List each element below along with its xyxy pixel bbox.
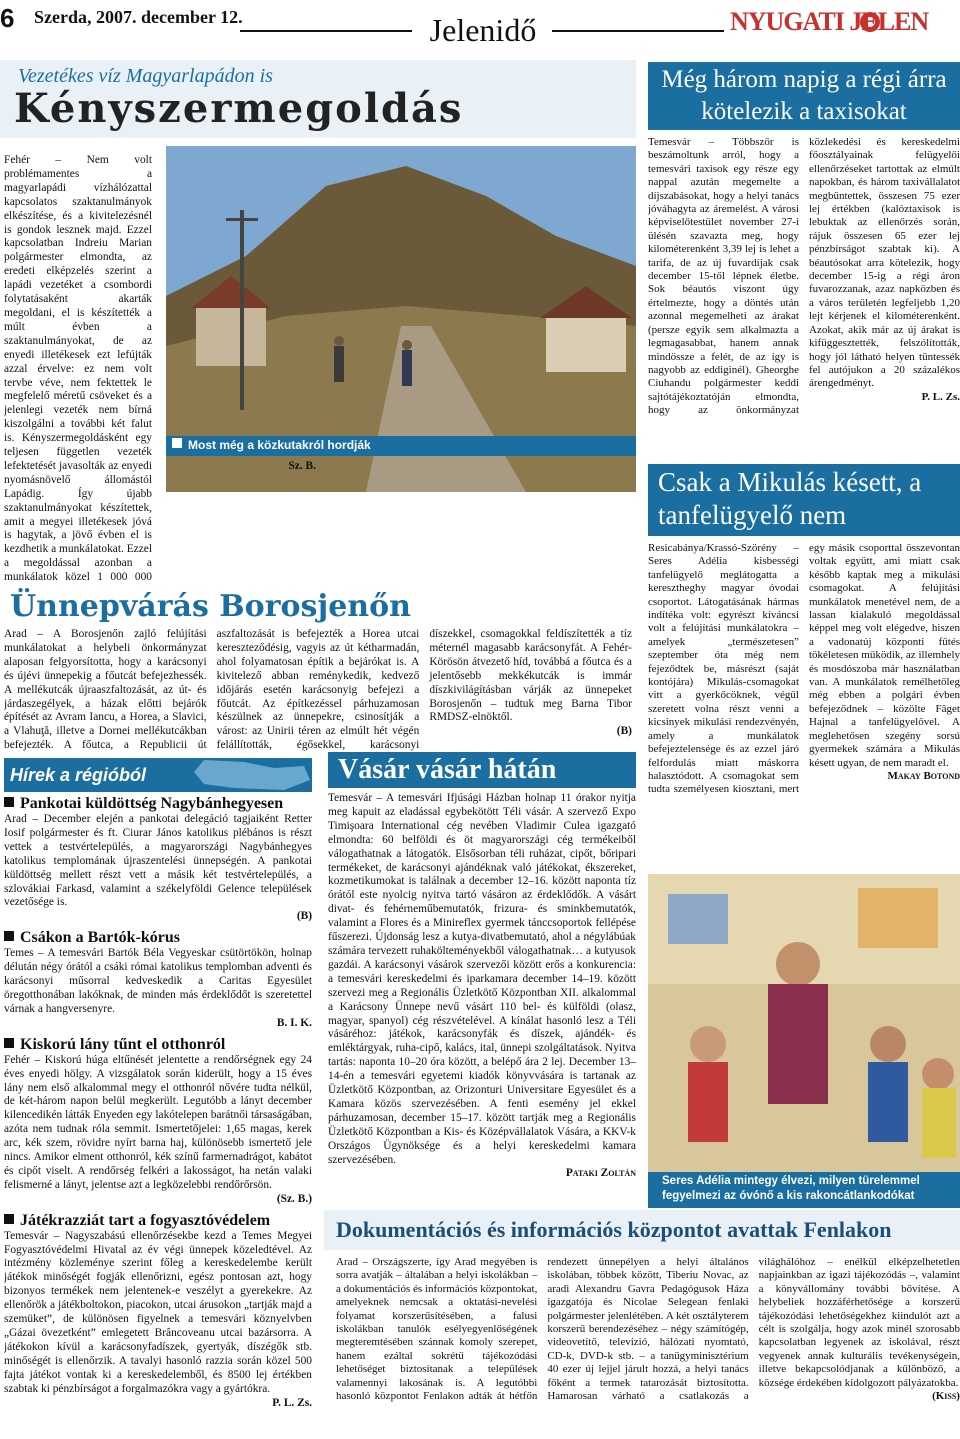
rule-left: [240, 30, 412, 32]
news-item-signature: (B): [296, 910, 312, 923]
news-item-title-text: Csákon a Bartók-kórus: [20, 929, 181, 947]
logo-text: NYUGATI JELEN: [730, 7, 929, 36]
news-item-title-text: Kiskorú lány tűnt el otthonról: [20, 1035, 226, 1053]
news-item: [4, 1035, 312, 1207]
borosjeno-title: Ünnepvárás Borosjenőn: [10, 589, 411, 624]
regional-news-header: [4, 758, 312, 792]
news-item-signature: P. L. Zs.: [272, 1396, 312, 1409]
fenlak-body: [336, 1256, 960, 1438]
news-item-signature: (Sz. B.): [276, 1192, 312, 1205]
news-item: [4, 794, 312, 924]
mikulas-photo: [648, 874, 960, 1172]
taxi-article: [648, 62, 960, 462]
mikulas-body-text: Resicabánya/Krassó-Szörény – Seres Adélia kisbességi tanfelügyelő meglátogatta a keresztheghy magyar óvodai csoportot. Látogatásának hármas indítéka volt: egyrészt kíváncsi volt a felújítási munkálatokra – amelyek „természetesen” szeptember óta még nem fejeződtek be, másrészt (saját kontójára) Mikulás-csomagokat vitt a gyerkőcöknek, végül szeretett volna részt venni a kicsinyek mikulási rendezvényén, amely a munkálatok befejeztelensége és az ezzel járó felfordulás miatt máskorra halasztódott. A csomagokat sem tudta személyesen kiosztani, mert egy másik csoporttal összevontan voltak együtt, ami miatt csak később kaptak meg a mikulási csomagokat. A felújítási munkálatok menetével nem, de a lassan kialakuló megoldással képpel meg volt elégedve, hiszen a vadonatúj központi fűtés tökéletesen működik, az illemhely és mosdószoba már használatban van. A munkálatok remélhetőleg még ebben a polgári évben befejeződnek – közölte Fâget Hajnal a tanfelügyelővel. A meglehetősen szegény sorsú gyermekek számára a Mikulás késett ugyan, de nem maradt el.: [648, 542, 960, 796]
regional-news-list: [4, 794, 312, 1438]
news-bullet-icon: [4, 1214, 14, 1224]
lead-article: [0, 60, 636, 588]
borosjeno-article: [0, 584, 636, 754]
vasar-title: Vásár vásár hátán: [328, 752, 636, 788]
regional-news-title: Hírek a régióból: [10, 765, 147, 785]
mikulas-body: [648, 542, 960, 872]
page-number: 6: [0, 3, 15, 33]
news-item-title-text: Játékrazziát tart a fogyasztóvédelem: [20, 1211, 271, 1229]
lead-photo-caption: [166, 436, 636, 456]
news-bullet-icon: [4, 1038, 14, 1048]
news-item-title: [4, 794, 312, 813]
lead-body-col1: [4, 154, 152, 584]
borosjeno-body: [4, 628, 632, 754]
rule-right: [552, 30, 724, 32]
news-item-title: [4, 1211, 312, 1230]
fenlak-title: Dokumentációs és információs központot avattak Fenlakon: [336, 1217, 892, 1242]
news-item-body: Temes – A temesvári Bartók Béla Vegyeskar csütörtökön, holnap délután négy órától a csáki római katolikus templomban adventi és karácsonyi műsorral kedveskedik a Caritas Egyesület öregotthonában lakóknak, de minden más érdeklődőt is szeretettel várnak a hangversenyre.: [4, 947, 312, 1015]
news-item-body: Fehér – Kiskorú húga eltűnését jelentette a rendőrségnek egy 24 éves enyedi hölgy. A vizsgálatok során kiderült, hogy a 15 éves lány nem első alkalommal megy el otthonról nővére tudta nélkül, de két-három napon belül megkerült. Legutóbb a lányt december kilencedikén látták Enyeden egy lakótelepen barátnői társaságában, azóta nem tudnak róla semmit. Ismertetőjelei: 1,65 magas, kerek arc, kék szem, rövidre nyírt barna haj, különösebb ismertető jele nincs. Amikor elment otthonról, kék színű farmernadrágot, kabátot és cipőt viselt. A rendőrség felkéri a lakosságot, ha netán valaki felismerné a lányt, jelentse azt a legközelebbi rendőrőrsön.: [4, 1053, 312, 1191]
mikulas-signature: Makay Botond: [887, 769, 960, 782]
newspaper-logo: [730, 4, 958, 42]
news-item-signature: B. I. K.: [276, 1016, 312, 1029]
fenlak-article: [324, 1208, 960, 1439]
news-item-title-text: Pankotai küldöttség Nagybánhegyesen: [20, 795, 284, 812]
news-item-body: Arad – December elején a pankotai delegáció tagjaiként Retter Iosif polgármester és ft. Ciurar János katolikus plébános is részt vettek a testvértelepülés, a magyarországi Nagybánhegyes katolikus templomának újraszentelési ünnepségén. A pankotai küldöttség mellett részt vett a másik két testvértelepülés, a szlovákiai Farkasd, valamint a székelyföldi Gelence települések vezetősége is.: [4, 813, 312, 909]
news-bullet-icon: [4, 797, 14, 807]
news-item-title: [4, 928, 312, 947]
kindergarten-photo-icon: [648, 874, 960, 1172]
taxi-body-text: Temesvár – Többször is beszámoltunk arról, hogy a temesvári taxisok egy része egy nappal azután megemelte a díjszabásokat, hogy a helyi tanács jóváhagyta az áremelést. A városi képviselőtestület november 27-i ülésén szavazta meg, hogy kilométerenként 3,39 lej is lehet a tarifa, de az új fuvardíjak csak december 15-től lépnek életbe. Sok béautós viszont úgy értelmezte, hogy a döntés után azonnal megemelheti az árakat (persze egyik sem alkalmazta a legmagasabbat, hanem annak mindössze a felét, de az így is nagyobb az eddiginél). Gheorghe Ciuhandu polgármester keddi sajtótájékoztatóján elmondta, hogy az önkormányzat közlekedési és kereskedelmi főosztályainak felügyelői ellenőrzéseket tartottak az elmúlt napokban, és három taxivállalatot megbüntettek, összesen 75 ezer lej értékben (kalóztaxisok is lebuktak az ellenőrzés során, rájuk összesen 65 ezer lej pénzbírságot szabtak ki). A béautósokat arra kötelezik, hogy december 15-ig a régi áron fuvarozzanak, azaz napközben és a város területén legfeljebb 1,20 lejt kérjenek el kilométerenként. Azokat, akik már az új árakat is kifüggesztették, felszólították, hogy jól látható helyen tüntessék fel autójukon a 20 százalékos árengedményt.: [648, 136, 960, 417]
vasar-body-text: Temesvár – A temesvári Ifjúsági Házban holnap 11 órakor nyitja meg kapuit az eladással egybekötött Téli vásár. A szervező Expo Timişoara International cég nevében Vladimir Culea igazgató elmondta: 60 belföldi és öt magyarországi cég termékeiből válogathatnak a látogatók. Elsősorban téli ruházat, cipőt, bőripari termékeket, de karácsonyi ajándéknak való játékokat, ékszereket, kozmetikumokat is találnak a december 12–16. között naponta tíz órától este nyolcig nyitva tartó vásáron az érdeklődők. A vásárt divat- és fehérneműbemutatók, frizura- és sminkbemutatók, valamint a Flores és a Minireflex gyermek tánccsoportok fellépése fűszerezi. Újdonság lesz a kutya-divatbemutató, ahol a négylábúak számára tervezett ruhakölteményekből válogathatnak… a kutyusok gazdái. A karácsonyi vásárok szervezői között erős a konkurencia: a temesvári kereskedelmi és iparkamara december 14–19. között szervezi meg a Regionális Üzletkötő Központban XII. alkalommal a Karácsony Ünnepe nevű vásárt 110 bel- és külföldi (olasz, magyar, spanyol) cég részvételével. A kínálat hasonló lesz a Téli vásáréhoz: játékok, karácsonyfák és díszek, ajándék- és emléktárgyak, ruha-cipő, kalács, ital, ünnepi szolgáltatások. Nyitva tartás: naponta 10–20 óra között, a belépő ára 2 lej. December 13–14-én a temesvári egyetemi kiadók könyvvására is tartanak az Üzletkötő Központban, az Orizonturi Universitare Egyesület és a Kamara közös szervezésében. A fenti esemény jel ekkel párhuzamosan, december 15–17. között tartják meg a Regionális Üzletkötő Központban a Kis- és Középvállalatok Vására, a KKV-k Országos Ügynöksége és a helyi kereskedelmi kamara szervezésében.: [328, 792, 636, 1166]
news-item-title: [4, 1035, 312, 1054]
fenlak-body-text: Arad – Országszerte, így Arad megyében is sorra avatják – általában a helyi iskolákban – a dokumentációs és információs központokat, amelyeknek nemcsak a oktatási-nevelési folyamat korszerűsítésében, a falusi iskolákban tanulók esélyegyenlőségének megteremtésében szánnak komoly szerepet, hanem ezáltal sokrétű tájékozódási lehetőséget biztosítanak a települések valamennyi lakosának is. A legutóbbi hasonló központot Fenlakon adták át hétfőn rendezett ünnepélyen a helyi általános iskolában, többek között, Tiberiu Novac, az aradi Alexandru Gavra Pedagógusok Háza igazgatója és Nicolae Selegean fenlaki polgármester jelenlétében. A két osztályterem korszerű berendezéséhez – négy számítógép, videovetítő, televízió, hálózati nyomtató, CD-k, DVD-k stb. – a tanügyminisztérium 40 ezer új lejjel járult hozzá, a helyi tanács főként a termek tatarozását biztosította. Hamarosan várható a csatlakozás a világhálóhoz – enélkül elképzelhetetlen napjainkban az igazi tájékozódás –, valamint a könyvállomány további bővítése. A helybeliek hozzáférhetősége a korszerű tájékozódási lehetőségekhez kiindulót azt a célt is szolgálja, hogy azok minél szorosabb kapcsolatban legyenek az iskolával, részt vegyenek annak kulturális tevékenységein, illetve bekapcsolódjanak a különböző, a községe érdekében kidolgozott pályázatokba.: [336, 1256, 960, 1403]
borosjeno-body-text: Arad – A Borosjenőn zajló felújítási munkálatokat a helybeli önkormányzat alaposan felgyorsította, hogy a karácsonyi és újévi ünnepekig a főutcát befejezhessék. A mellékutcák újraaszfaltozását, az út- és járdaszegélyek, a házak előtti bejárók építését az Avram Iancu, a Horea, a Slavici, a Vlahuţă, illetve a Dornei mellékutcákban befejezték. A főutca, a Republicii út aszfaltozását is befejezték a Horea utcai kereszteződésig, vagyis az út kétharmadán, ahol folyamatosan építik a bejárókat is. A kivitelező abban reménykedik, kedvező időjárás esetén karácsonyig befejezi a főutcát. Az építkezéssel párhuzamosan készülnek az ünnepekre, csinosítják a várost: az Unirii téren az elmúlt hét végén felállították, égősekkel, karácsonyi díszekkel, csomagokkal feldíszítették a tíz méternél magasabb karácsonyfát. A Fehér-Körösön átvezető híd, továbbá a főutca és a jelentősebb mekkékutcák is immár díszkivilágításban várják az ünnepeket Borosjenőn – tudtuk meg Barna Tibor RMDSZ-elnöktől.: [4, 628, 632, 752]
masthead: [0, 0, 960, 56]
lead-kicker: Vezetékes víz Magyarlapádon is: [18, 65, 273, 87]
lead-photo-caption-text: Most még a közkutakról hordják: [188, 438, 371, 452]
issue-date: Szerda, 2007. december 12.: [34, 7, 243, 27]
vasar-article: [324, 752, 636, 1204]
news-item: [4, 928, 312, 1030]
news-bullet-icon: [4, 931, 14, 941]
lead-body-text: Fehér – Nem volt problémamentes a magyarlapádi vízhálózattal kapcsolatos szaktanulmányok elkészítése, és a kivitelezésnél is gondok lesznek majd. Ezzel kapcsolatban Indreiu Marian polgármester elmondta, az eredeti elképzelés szerint a lapádi vezetéket a csombordi folytatásaként akarták megoldani, el is készítették a múlt évben a szaktanulmányokat, de az enyedi illetékesek ezt lefújták azzal érvelve: ez nem volt tervbe véve, nem fektettek le megfelelő méretű csöveket és a jelenlegi vezeték nem bírná kiszolgálni a további két falut is. Kényszermegoldásként egy teljesen független vezeték lefektetését javasolták az enyedi nyomásnövelő állomástól Lapádig. Így újabb szaktanulmányokat készítettek, amit a megyei illetékesek jóvá is hagytak, a jövő évben el is kezdhetik a munkálatokat. Ezzel a megoldással azonban a munkálatok közel 1 000 000: [4, 154, 152, 584]
taxi-body: [648, 136, 960, 462]
section-title: Jelenidő: [429, 12, 537, 48]
lead-signature: Sz. B.: [288, 460, 316, 472]
vasar-signature: Pataki Zoltán: [565, 1167, 636, 1180]
news-item: [4, 1211, 312, 1411]
caption-bullet-icon: [172, 438, 182, 448]
mikulas-title: Csak a Mikulás késett, a tanfelügyelő nem: [648, 464, 960, 536]
regional-news: [0, 758, 316, 1438]
mikulas-photo-caption: [648, 1172, 960, 1208]
vasar-body: [328, 792, 636, 1204]
mikulas-article: [648, 464, 960, 1208]
fenlak-signature: (Kiss): [932, 1390, 960, 1403]
mikulas-photo-caption-text: Seres Adélia mintegy élvezi, milyen türelemmel fegyelmezi az óvónő a kis rakoncátlankodókat: [662, 1175, 920, 1202]
taxi-signature: P. L. Zs.: [921, 390, 960, 403]
news-item-body: Temesvár – Nagyszabású ellenőrzésekbe kezd a Temes Megyei Fogyasztóvédelmi Hivatal az év végi ünnepek közeledtével. Az intézmény közleménye szerint főleg a kereskedelembe került játékok minőségét fogják ellenőrizni, egész pontosan azt, hogy bizonyos termékek nem jelentenek-e veszélyt a gyerekekre. Az ellenőrök a játékboltokon, piacokon, utcai árusokon „tartják majd a szemüket”, de különösen figyelnek a temesvári köznyelvben „Gázai övezetként” emlegetett Brâncoveanu utcai bazársorra. A játékokon kívül a karácsonyfadíszek, gyertyák, díszégők stb. minőségét is ellenőrzik. A tavalyi hasonló razzia során közel 500 fajta játékot vontak ki a kereskedelemből, és 8500 lej értékben szabtak ki pénzbírságot a forgalmazókra vagy a gyártókra.: [4, 1229, 312, 1395]
lead-body-rest: [166, 460, 636, 584]
borosjeno-signature: (B): [616, 725, 632, 738]
lead-title: Kényszermegoldás: [14, 85, 464, 132]
taxi-title: Még három napig a régi árra kötelezik a taxisokat: [648, 62, 960, 130]
